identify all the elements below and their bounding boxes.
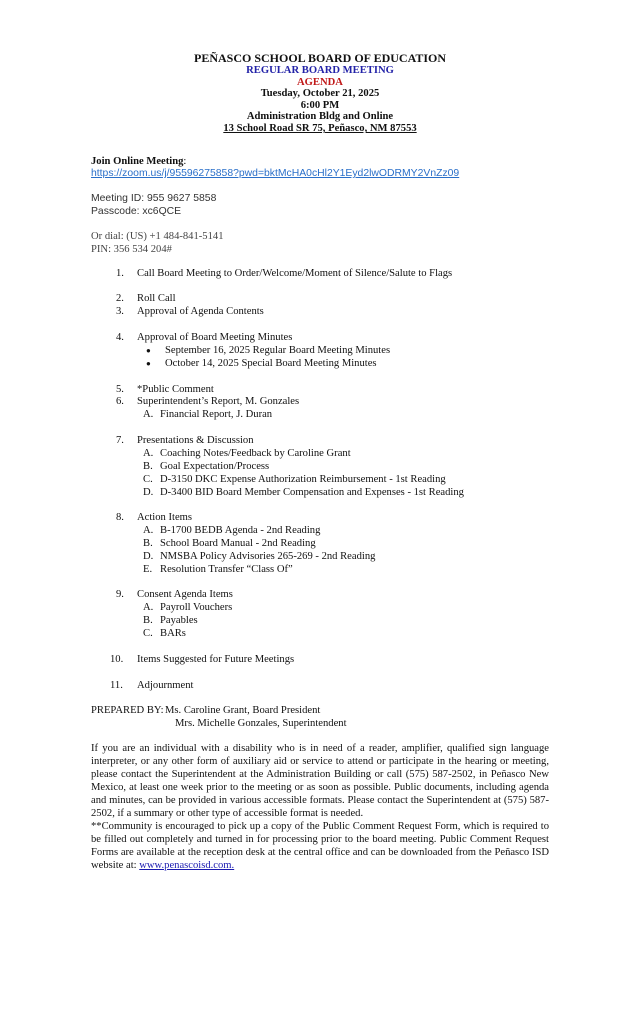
agenda-item-text: Superintendent’s Report, M. Gonzales (137, 396, 300, 407)
agenda-item-text: Call Board Meeting to Order/Welcome/Moment of Silence/Salute to Flags (137, 268, 453, 279)
agenda-subitem: BARs (160, 628, 186, 639)
agenda-item-text: Items Suggested for Future Meetings (137, 654, 295, 665)
agenda-subitem-letter: A. (143, 525, 154, 536)
agenda-subitem-letter: E. (143, 564, 153, 575)
agenda-item-number: 5. (116, 384, 124, 395)
agenda-subitem: Financial Report, J. Duran (160, 409, 273, 420)
agenda-subitem-letter: C. (143, 474, 153, 485)
agenda-subitem: September 16, 2025 Regular Board Meeting Minutes (165, 345, 391, 356)
agenda-item-text: Consent Agenda Items (137, 589, 233, 600)
agenda-subitem-letter: B. (143, 461, 153, 472)
agenda-item-number: 2. (116, 293, 124, 304)
agenda-subitem: Coaching Notes/Feedback by Caroline Grant (160, 448, 351, 459)
colon: : (183, 156, 187, 167)
agenda-subitem: NMSBA Policy Advisories 265-269 - 2nd Reading (160, 551, 376, 562)
meeting-date: Tuesday, October 21, 2025 (260, 88, 380, 99)
org-title: PEÑASCO SCHOOL BOARD OF EDUCATION (193, 51, 447, 65)
agenda-subitem-letter: C. (143, 628, 153, 639)
meeting-time: 6:00 PM (300, 100, 340, 111)
agenda-item-number: 11. (110, 680, 123, 691)
agenda-item-text: Approval of Agenda Contents (137, 306, 264, 317)
meeting-id: Meeting ID: 955 9627 5858 (91, 193, 217, 204)
agenda-subitem: D-3150 DKC Expense Authorization Reimbursement - 1st Reading (160, 474, 446, 485)
agenda-subitem-letter: A. (143, 448, 154, 459)
agenda-item-number: 6. (116, 396, 124, 407)
agenda-subitem: Resolution Transfer “Class Of” (160, 564, 293, 575)
agenda-item-text: Presentations & Discussion (137, 435, 254, 446)
agenda-item-number: 3. (116, 306, 124, 317)
pin: PIN: 356 534 204# (91, 244, 172, 255)
agenda-subitem: B-1700 BEDB Agenda - 2nd Reading (160, 525, 321, 536)
agenda-item-text: Approval of Board Meeting Minutes (137, 332, 293, 343)
agenda-subitem: October 14, 2025 Special Board Meeting Minutes (165, 358, 377, 369)
agenda-subitem: Payables (160, 615, 198, 626)
agenda-subitem-letter: B. (143, 538, 153, 549)
agenda-subitem-letter: D. (143, 551, 154, 562)
community-text: **Community is encouraged to pick up a copy of the Public Comment Request Form, which is required to be filled out completely and turned in for processing prior to the board meeting. Public Comment Request Forms are available at the reception desk at the central office and can be downloaded from the Peñasco ISD website at: (91, 821, 549, 871)
agenda-item-number: 7. (116, 435, 124, 446)
agenda-item-number: 1. (116, 268, 124, 279)
meeting-location: Administration Bldg and Online (246, 111, 394, 122)
zoom-link[interactable]: https://zoom.us/j/95596275858?pwd=bktMcHA0cHl2Y1Eyd2lwODRMY2VnZz09 (91, 168, 460, 179)
meeting-address: 13 School Road SR 75, Peñasco, NM 87553 (223, 123, 417, 134)
bullet-icon: ● (146, 346, 151, 355)
agenda-subitem-letter: D. (143, 487, 154, 498)
prepared-line-1: Ms. Caroline Grant, Board President (165, 705, 321, 716)
agenda-heading: AGENDA (297, 77, 343, 88)
agenda-item-number: 9. (116, 589, 124, 600)
agenda-subitem: School Board Manual - 2nd Reading (160, 538, 316, 549)
agenda-item-number: 8. (116, 512, 124, 523)
agenda-subitem: D-3400 BID Board Member Compensation and Expenses - 1st Reading (160, 487, 464, 498)
agenda-subitem-letter: A. (143, 602, 154, 613)
agenda-item-number: 10. (110, 654, 124, 665)
passcode: Passcode: xc6QCE (91, 206, 182, 217)
agenda-item-number: 4. (116, 332, 124, 343)
agenda-item-text: *Public Comment (137, 384, 214, 395)
meeting-type: REGULAR BOARD MEETING (246, 65, 394, 76)
join-label: Join Online Meeting (91, 156, 184, 167)
agenda-subitem: Payroll Vouchers (160, 602, 233, 613)
agenda-item-text: Adjournment (137, 680, 194, 691)
agenda-subitem: Goal Expectation/Process (160, 461, 270, 472)
agenda-subitem-letter: B. (143, 615, 153, 626)
notice (91, 742, 549, 872)
prepared-line-2: Mrs. Michelle Gonzales, Superintendent (175, 718, 347, 729)
accessibility-notice: If you are an individual with a disability who is in need of a reader, amplifier, qualified sign language interpreter, or any other form of auxiliary aid or service to attend or participate in the hearing or meeting, please contact the Superintendent at the Administration Building or call (575) 587-2502, in Peñasco New Mexico, at least one week prior to the meeting or as soon as possible. Public documents, including agenda and minutes, can be provided in various accessible formats. Please contact the Superintendent at (575) 587-2502, if a summary or other type of accessible format is needed. (91, 743, 549, 819)
website-link[interactable]: www.penascoisd.com. (139, 860, 235, 871)
agenda-item-text: Action Items (137, 512, 193, 523)
community-notice (91, 820, 549, 872)
dial-in: Or dial: (US) +1 484-841-5141 (91, 231, 224, 242)
prepared-label: PREPARED BY: (91, 705, 164, 716)
agenda-subitem-letter: A. (143, 409, 154, 420)
bullet-icon: ● (146, 359, 151, 368)
agenda-item-text: Roll Call (137, 293, 176, 304)
